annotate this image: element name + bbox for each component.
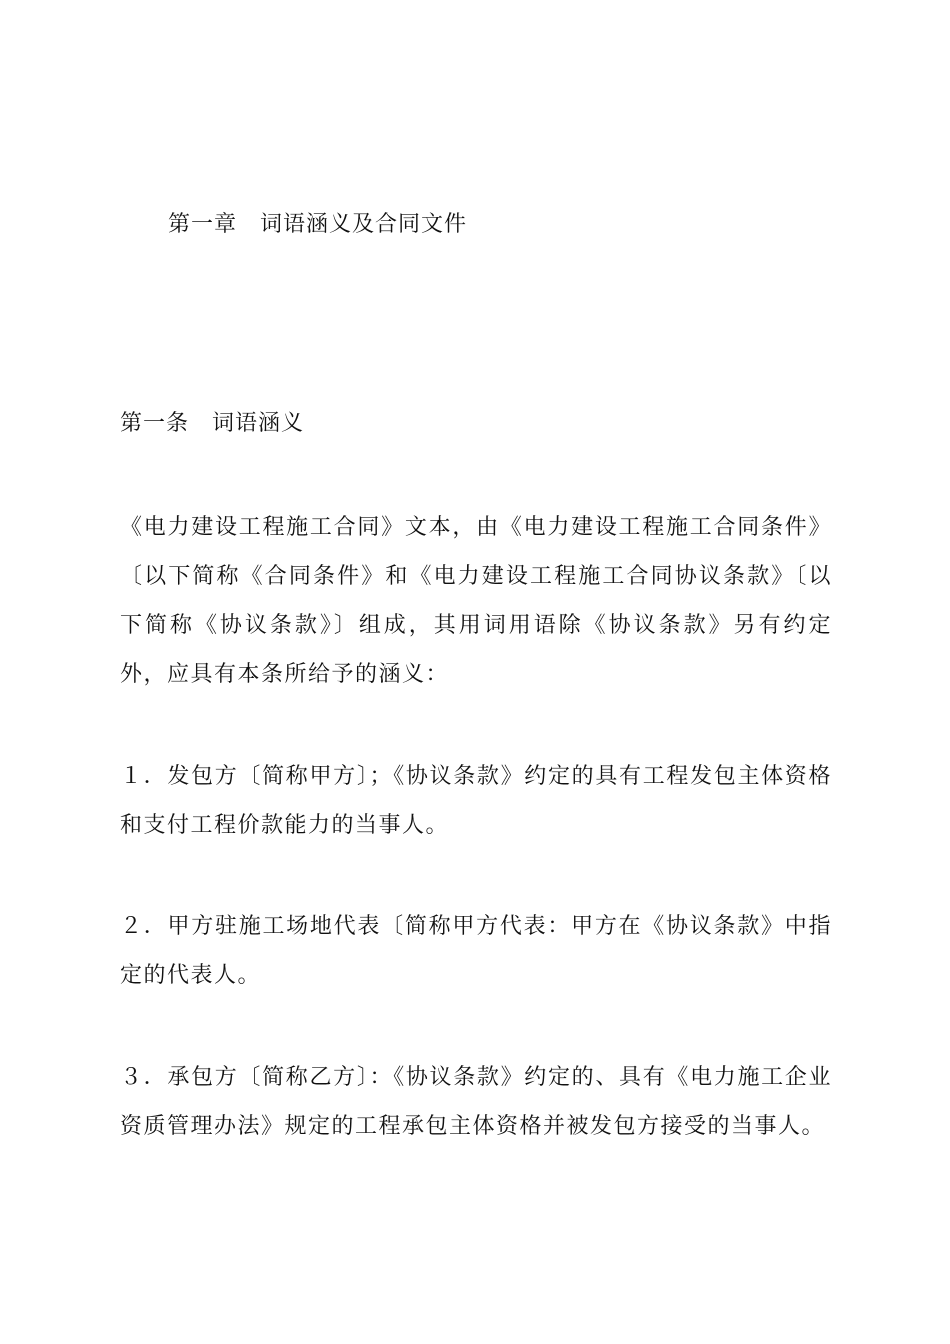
definition-item-2: ２．甲方驻施工场地代表〔简称甲方代表：甲方在《协议条款》中指定的代表人。 <box>120 914 832 988</box>
intro-paragraph: 《电力建设工程施工合同》文本，由《电力建设工程施工合同条件》〔以下简称《合同条件》和《电力建设工程施工合同协议条款》〔以下简称《协议条款》〕组成，其用词用语除《协议条款》另有约定外，应具有本条所给予的涵义： <box>120 515 832 687</box>
definition-item-1: １．发包方〔简称甲方〕；《协议条款》约定的具有工程发包主体资格和支付工程价款能力的当事人。 <box>120 764 832 838</box>
chapter-title: 第一章 词语涵义及合同文件 <box>168 212 468 237</box>
article-title: 第一条 词语涵义 <box>120 411 305 436</box>
definition-item-3: ３．承包方〔简称乙方〕：《协议条款》约定的、具有《电力施工企业资质管理办法》规定的工程承包主体资格并被发包方接受的当事人。 <box>120 1065 832 1139</box>
